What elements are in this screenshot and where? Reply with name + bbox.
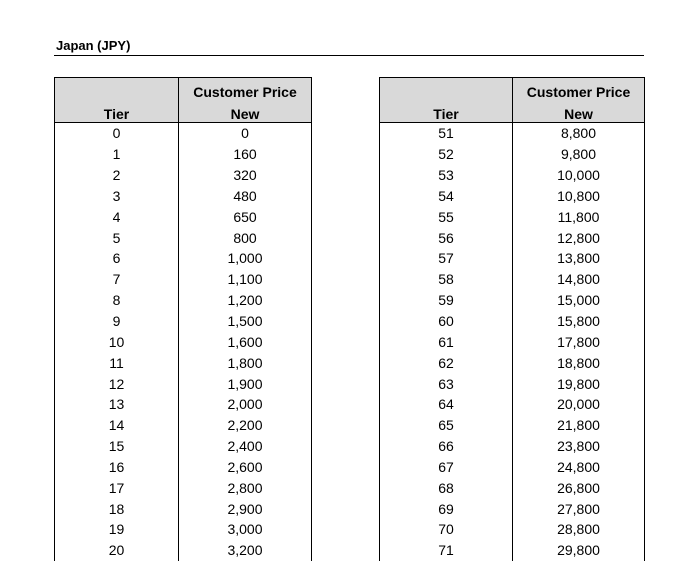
tier-header-blank — [380, 78, 513, 101]
price-cell: 11,800 — [513, 206, 645, 227]
price-header-line2: New — [179, 100, 312, 123]
table-row — [380, 477, 645, 498]
tier-cell: 67 — [380, 457, 513, 478]
price-cell: 1,600 — [179, 331, 312, 352]
price-cell: 480 — [179, 186, 312, 207]
table-row — [55, 415, 312, 436]
table-row — [55, 498, 312, 519]
table-row — [380, 373, 645, 394]
table-row — [380, 519, 645, 540]
table-row — [55, 311, 312, 332]
tier-header: Tier — [55, 100, 179, 123]
table-row — [55, 519, 312, 540]
table-row — [55, 165, 312, 186]
tier-cell: 54 — [380, 186, 513, 207]
price-cell: 15,800 — [513, 311, 645, 332]
price-cell: 20,000 — [513, 394, 645, 415]
price-cell: 1,900 — [179, 373, 312, 394]
table-body-left — [55, 123, 312, 561]
tier-cell: 60 — [380, 311, 513, 332]
tier-cell: 10 — [55, 331, 179, 352]
table-row — [380, 290, 645, 311]
table-row — [55, 436, 312, 457]
tier-cell: 7 — [55, 269, 179, 290]
title-rule — [54, 55, 644, 56]
price-cell: 1,500 — [179, 311, 312, 332]
table-row — [55, 331, 312, 352]
tier-cell: 18 — [55, 498, 179, 519]
tier-cell: 58 — [380, 269, 513, 290]
price-header-line1: Customer Price — [179, 78, 312, 101]
tier-cell: 14 — [55, 415, 179, 436]
table-row — [380, 436, 645, 457]
price-cell: 2,200 — [179, 415, 312, 436]
tier-cell: 57 — [380, 248, 513, 269]
table-row — [55, 123, 312, 144]
table-row — [55, 227, 312, 248]
table-row — [380, 144, 645, 165]
tier-cell: 3 — [55, 186, 179, 207]
price-header-line1: Customer Price — [513, 78, 645, 101]
tier-cell: 4 — [55, 206, 179, 227]
price-cell: 28,800 — [513, 519, 645, 540]
table-row — [380, 352, 645, 373]
table-row — [380, 206, 645, 227]
price-cell: 1,000 — [179, 248, 312, 269]
tier-cell: 19 — [55, 519, 179, 540]
tier-cell: 65 — [380, 415, 513, 436]
price-cell: 8,800 — [513, 123, 645, 144]
tier-cell: 17 — [55, 477, 179, 498]
price-cell: 29,800 — [513, 540, 645, 561]
table-row — [380, 415, 645, 436]
price-cell: 2,600 — [179, 457, 312, 478]
price-cell: 0 — [179, 123, 312, 144]
tier-cell: 62 — [380, 352, 513, 373]
tier-header-blank — [55, 78, 179, 101]
table-row — [380, 165, 645, 186]
price-cell: 2,800 — [179, 477, 312, 498]
table-row — [380, 394, 645, 415]
tier-cell: 70 — [380, 519, 513, 540]
price-cell: 10,800 — [513, 186, 645, 207]
price-cell: 15,000 — [513, 290, 645, 311]
tier-cell: 0 — [55, 123, 179, 144]
tier-cell: 16 — [55, 457, 179, 478]
price-cell: 3,000 — [179, 519, 312, 540]
price-cell: 1,100 — [179, 269, 312, 290]
tier-cell: 8 — [55, 290, 179, 311]
price-cell: 12,800 — [513, 227, 645, 248]
price-cell: 14,800 — [513, 269, 645, 290]
price-cell: 10,000 — [513, 165, 645, 186]
table-row — [380, 123, 645, 144]
region-title: Japan (JPY) — [56, 38, 131, 53]
table-row — [55, 290, 312, 311]
price-cell: 3,200 — [179, 540, 312, 561]
tier-cell: 52 — [380, 144, 513, 165]
price-cell: 320 — [179, 165, 312, 186]
table-row — [55, 248, 312, 269]
price-cell: 650 — [179, 206, 312, 227]
price-cell: 1,800 — [179, 352, 312, 373]
tier-cell: 56 — [380, 227, 513, 248]
table-row — [380, 186, 645, 207]
table-row — [380, 248, 645, 269]
price-cell: 2,900 — [179, 498, 312, 519]
price-cell: 160 — [179, 144, 312, 165]
table-row — [380, 227, 645, 248]
price-cell: 800 — [179, 227, 312, 248]
table-row — [55, 352, 312, 373]
tier-cell: 12 — [55, 373, 179, 394]
tier-cell: 20 — [55, 540, 179, 561]
price-cell: 2,000 — [179, 394, 312, 415]
price-cell: 9,800 — [513, 144, 645, 165]
table-row — [380, 269, 645, 290]
tier-cell: 55 — [380, 206, 513, 227]
tier-cell: 13 — [55, 394, 179, 415]
table-row — [55, 206, 312, 227]
table-row — [55, 269, 312, 290]
tier-header: Tier — [380, 100, 513, 123]
price-cell: 13,800 — [513, 248, 645, 269]
tier-cell: 2 — [55, 165, 179, 186]
table-row — [55, 394, 312, 415]
tier-cell: 66 — [380, 436, 513, 457]
price-tier-table-right — [379, 77, 645, 561]
table-row — [55, 540, 312, 561]
table-row — [380, 540, 645, 561]
price-cell: 19,800 — [513, 373, 645, 394]
tier-cell: 51 — [380, 123, 513, 144]
tier-cell: 71 — [380, 540, 513, 561]
table-row — [380, 498, 645, 519]
price-cell: 2,400 — [179, 436, 312, 457]
tier-cell: 53 — [380, 165, 513, 186]
table-row — [55, 477, 312, 498]
table-row — [380, 457, 645, 478]
price-cell: 23,800 — [513, 436, 645, 457]
table-row — [380, 311, 645, 332]
price-cell: 26,800 — [513, 477, 645, 498]
price-cell: 17,800 — [513, 331, 645, 352]
table-body-right — [380, 123, 645, 561]
table-row — [55, 144, 312, 165]
tier-cell: 68 — [380, 477, 513, 498]
price-cell: 24,800 — [513, 457, 645, 478]
tier-cell: 64 — [380, 394, 513, 415]
table-row — [380, 331, 645, 352]
price-header-line2: New — [513, 100, 645, 123]
tier-cell: 59 — [380, 290, 513, 311]
table-row — [55, 373, 312, 394]
tier-cell: 9 — [55, 311, 179, 332]
tier-cell: 6 — [55, 248, 179, 269]
price-cell: 27,800 — [513, 498, 645, 519]
price-cell: 18,800 — [513, 352, 645, 373]
tier-cell: 61 — [380, 331, 513, 352]
tier-cell: 63 — [380, 373, 513, 394]
price-cell: 1,200 — [179, 290, 312, 311]
price-tier-table-left — [54, 77, 312, 561]
tier-cell: 11 — [55, 352, 179, 373]
tier-cell: 69 — [380, 498, 513, 519]
table-row — [55, 186, 312, 207]
table-row — [55, 457, 312, 478]
tier-cell: 5 — [55, 227, 179, 248]
tier-cell: 15 — [55, 436, 179, 457]
tier-cell: 1 — [55, 144, 179, 165]
price-cell: 21,800 — [513, 415, 645, 436]
